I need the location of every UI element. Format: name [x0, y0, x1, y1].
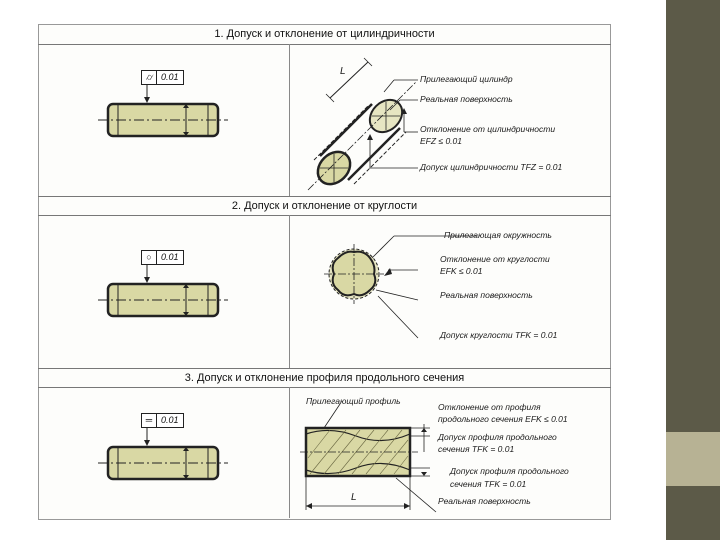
divider: [38, 215, 611, 216]
deviation-label: Отклонение от профиля: [438, 402, 541, 412]
deviation-value: продольного сечения EFK ≤ 0.01: [438, 414, 568, 424]
circularity-diagram: [318, 230, 438, 340]
tolerance-label: Допуск круглости TFK = 0.01: [440, 330, 558, 340]
column-divider: [289, 215, 290, 368]
real-surface-label: Реальная поверхность: [420, 94, 513, 104]
profile-tolerance-value: сечения TFK = 0.01: [450, 479, 527, 489]
tolerance-table: [38, 24, 611, 520]
cylindricity-icon: ⌭: [142, 71, 157, 84]
adjacent-cylinder-label: Прилегающий цилиндр: [420, 74, 513, 84]
tolerance-value: 0.01: [161, 415, 179, 425]
tolerance-frame: [141, 413, 184, 428]
column-divider: [289, 44, 290, 196]
divider: [38, 387, 611, 388]
shaft-drawing: [96, 84, 256, 144]
deviation-label: Отклонение от цилиндричности: [420, 124, 556, 134]
tolerance-frame: [141, 70, 184, 85]
length-label: L: [351, 492, 357, 503]
divider: [38, 368, 611, 369]
tolerance-frame: [141, 250, 184, 265]
tolerance-value: 0.01: [161, 72, 179, 82]
adjacent-circle-label: Прилегающая окружность: [444, 230, 552, 240]
shaft-drawing: [96, 264, 256, 324]
profile-tolerance-label: Допуск профиля продольного: [450, 466, 569, 476]
longitudinal-profile-icon: ═: [142, 414, 157, 427]
real-surface-label: Реальная поверхность: [440, 290, 533, 300]
circularity-icon: ○: [142, 251, 157, 264]
length-label: L: [340, 66, 346, 77]
real-surface-label: Реальная поверхность: [438, 496, 531, 506]
sidebar-accent-block: [666, 432, 720, 486]
deviation-value: EFZ ≤ 0.01: [420, 136, 462, 146]
deviation-label: Отклонение от круглости: [440, 254, 550, 264]
profile-tolerance-label: Допуск профиля продольного: [438, 432, 557, 442]
divider: [38, 44, 611, 45]
tolerance-label: Допуск цилиндричности TFZ = 0.01: [420, 162, 563, 172]
tolerance-value: 0.01: [161, 252, 179, 262]
profile-diagram: [300, 394, 440, 514]
section-2-heading: 2. Допуск и отклонение от круглости: [231, 200, 418, 212]
deviation-value: EFK ≤ 0.01: [440, 266, 483, 276]
profile-tolerance-value: сечения TFK = 0.01: [438, 444, 515, 454]
section-3-heading: 3. Допуск и отклонение профиля продольного сечения: [184, 372, 465, 384]
column-divider: [289, 387, 290, 518]
divider: [38, 196, 611, 197]
section-1-heading: 1. Допуск и отклонение от цилиндричности: [214, 28, 435, 40]
shaft-drawing: [96, 427, 256, 487]
annotation-leaders: [364, 70, 424, 180]
adjacent-profile-label: Прилегающий профиль: [306, 396, 401, 406]
